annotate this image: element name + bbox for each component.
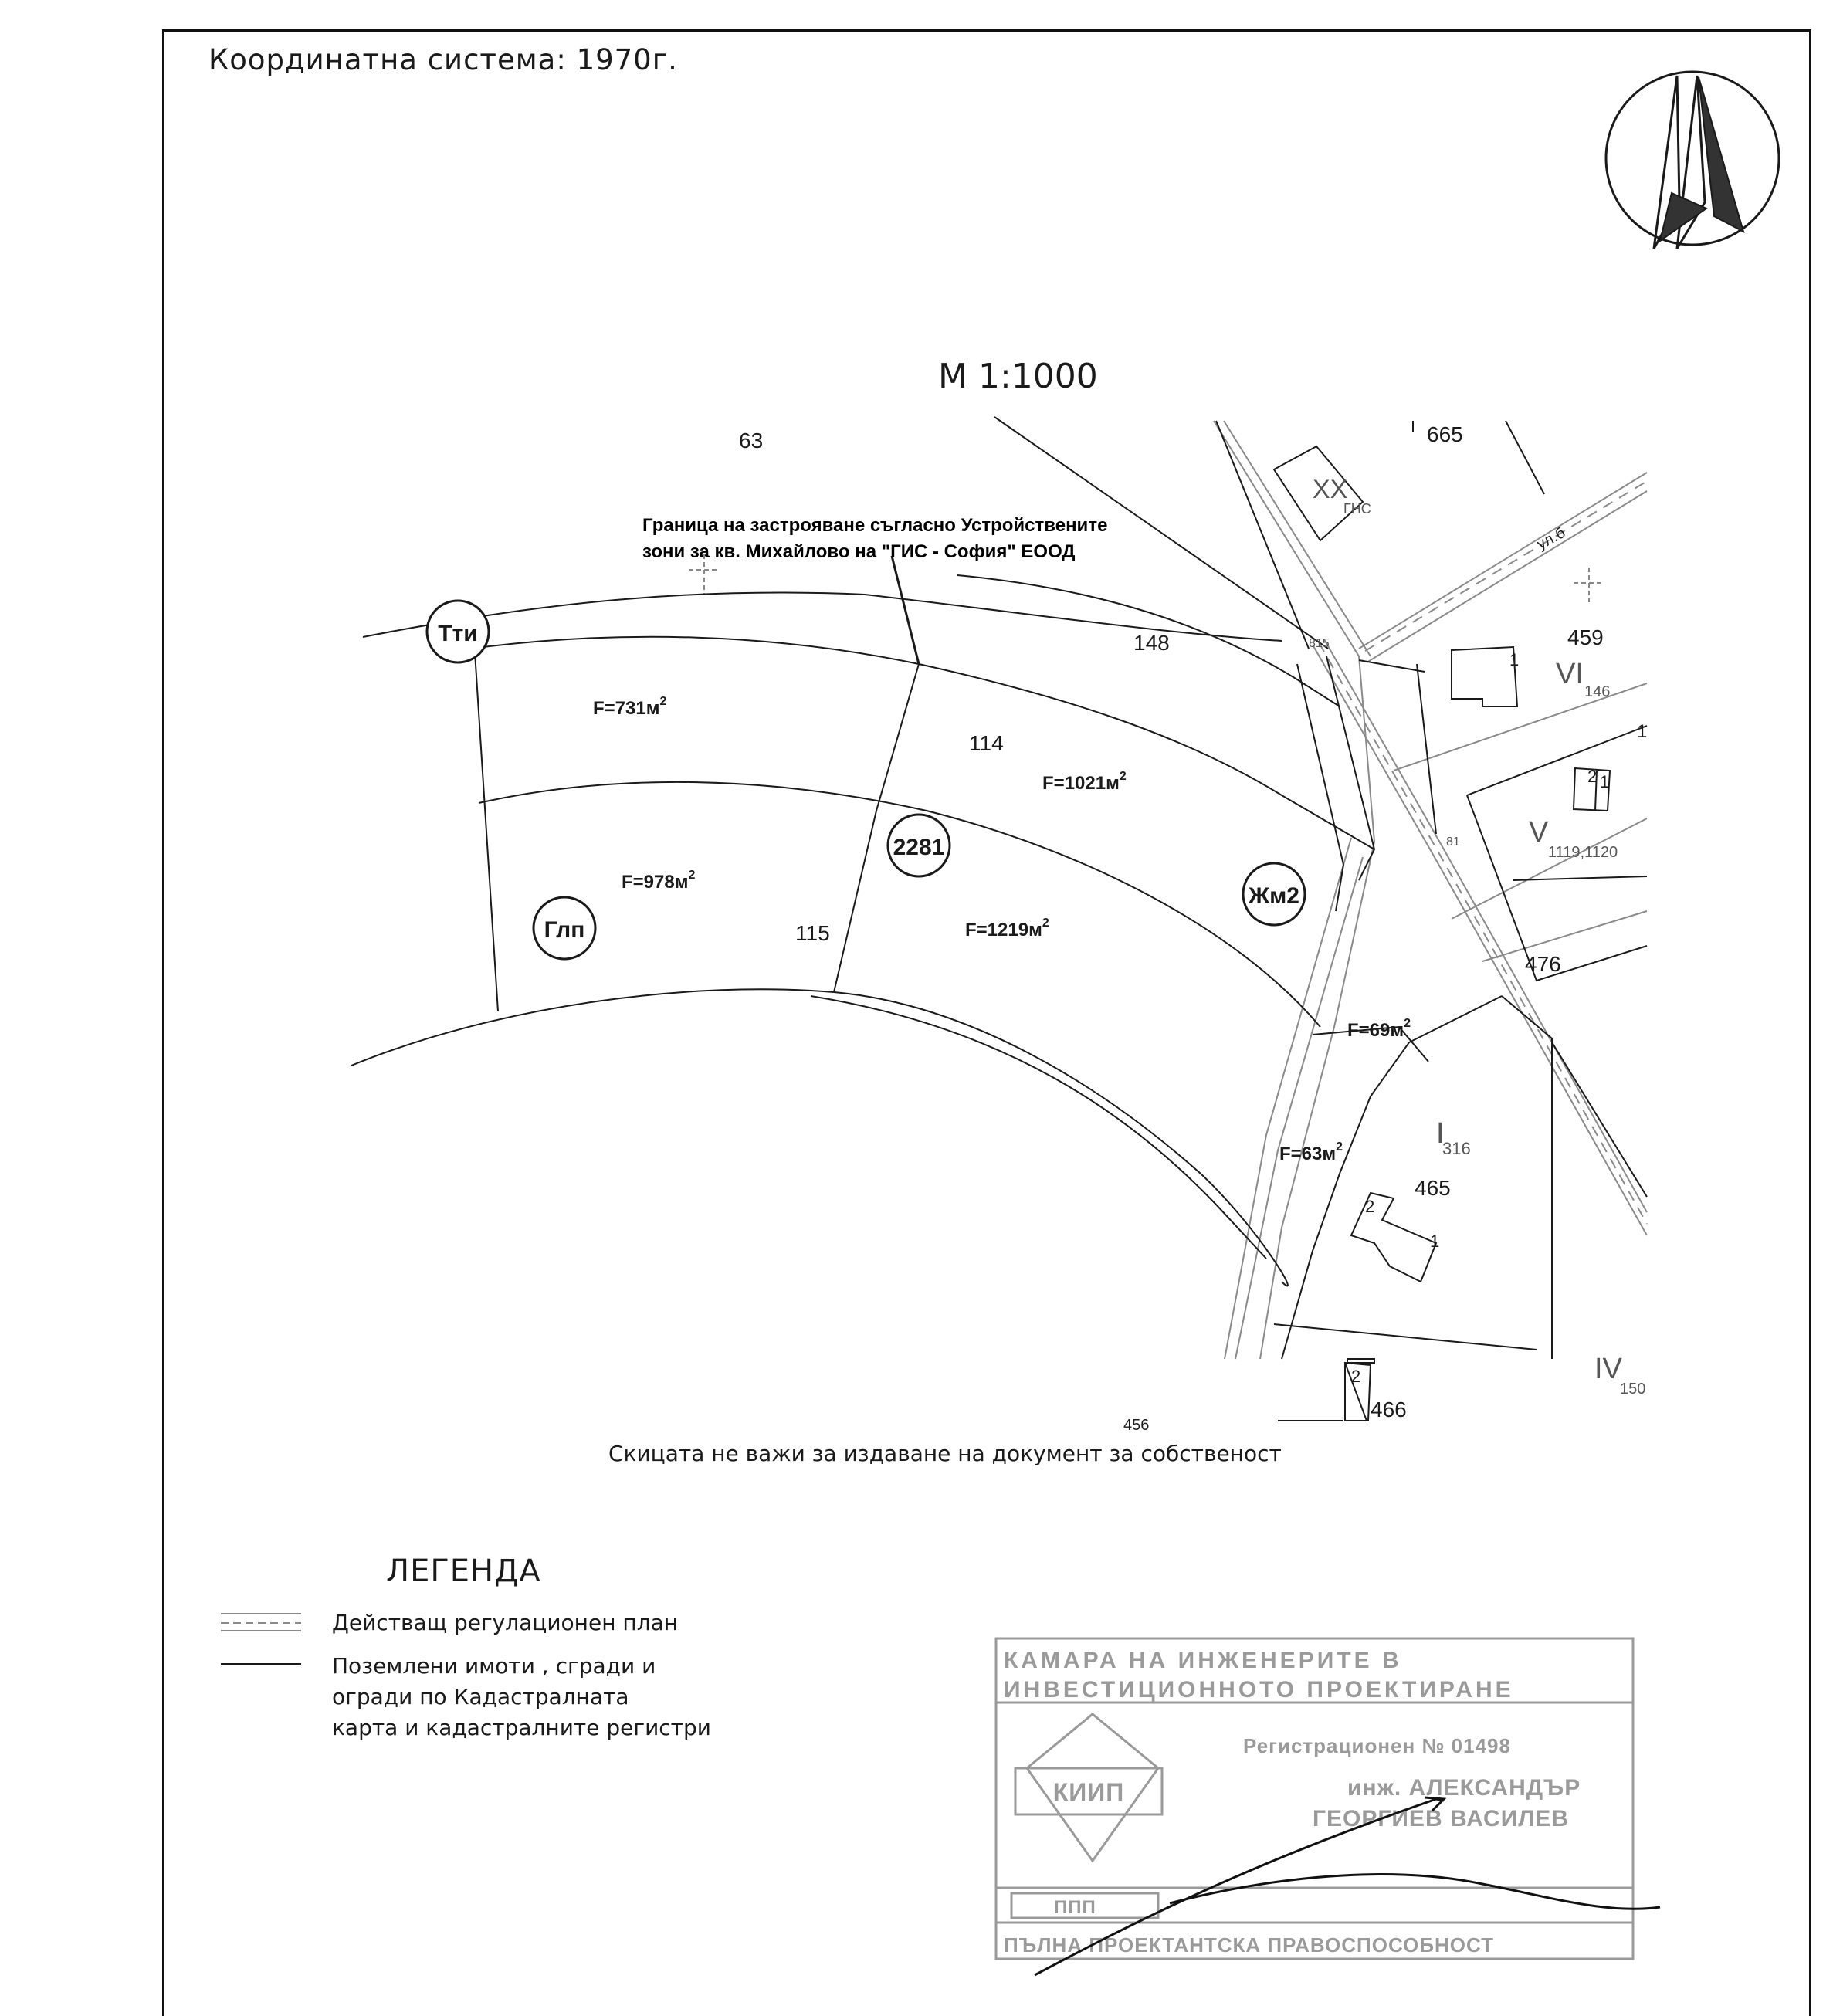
stamp-line1: КАМАРА НА ИНЖЕНЕРИТЕ В (1004, 1648, 1402, 1673)
parcel-label-665: 665 (1427, 422, 1463, 446)
legend-item-cadastral (332, 1651, 711, 1743)
street-label: ул.б (1534, 524, 1569, 554)
block-label-i-sub: 316 (1442, 1139, 1471, 1158)
north-arrow-icon (1606, 72, 1779, 249)
area-label-978: $F=978м^2$ (622, 869, 696, 893)
legend-item-regulation: Действащ регулационен план (332, 1610, 679, 1635)
parcel-label-465: 465 (1415, 1176, 1451, 1200)
map-scale: М 1:1000 (938, 357, 1098, 396)
legend-item-cadastral-line3: карта и кадастралните регистри (332, 1715, 711, 1740)
area-label-731: $F=731м^2$ (593, 695, 667, 719)
block-label-xx-sub: ГНС (1343, 501, 1371, 517)
stamp-line7: ПЪЛНА ПРОЕКТАНТСКА ПРАВОСПОСОБНОСТ (1004, 1933, 1495, 1957)
parcel-label-476: 476 (1525, 952, 1561, 976)
stamp-line5: ГЕОРГИЕВ ВАСИЛЕВ (1313, 1806, 1569, 1831)
area-label-69: $F=69м^2$ (1347, 1017, 1411, 1041)
stamp-line4: инж. АЛЕКСАНДЪР (1347, 1775, 1581, 1801)
parcel-label-63: 63 (739, 429, 764, 452)
stamp-logo: КИИП (1052, 1778, 1125, 1806)
stamp-line6: ППП (1054, 1897, 1096, 1918)
zone-label-2281: 2281 (893, 835, 945, 860)
block-label-vi-sub: 146 (1584, 683, 1611, 700)
parcel-label-115: 115 (795, 921, 830, 945)
stamp-line3: Регистрационен № 01498 (1243, 1734, 1511, 1757)
parcel-label-466: 466 (1371, 1398, 1407, 1421)
stamp-line2: ИНВЕСТИЦИОННОТО ПРОЕКТИРАНЕ (1004, 1677, 1514, 1703)
disclaimer-note: Скицата не важи за издаване на документ за собственост (608, 1441, 1282, 1466)
block-label-iv-sub: 150 (1620, 1381, 1646, 1398)
zone-label-zm2: Жм2 (1249, 883, 1299, 909)
legend-item-cadastral-line2: огради по Кадастралната (332, 1684, 629, 1709)
annotation-line2: зони за кв. Михайлово на "ГИС - София" ЕООД (642, 541, 1076, 562)
survey-point-label: 81 (1446, 835, 1460, 849)
block-label-xx: XX (1313, 475, 1348, 504)
block-label-v-sub: 1119,1120 (1548, 844, 1618, 861)
area-label-63: $F=63м^2$ (1279, 1140, 1343, 1164)
survey-point-label: 815 (1309, 637, 1330, 650)
legend-item-cadastral-line1: Поземлени имоти , сгради и (332, 1653, 656, 1679)
area-label-1021: $F=1021м^2$ (1042, 770, 1127, 794)
legend-title: ЛЕГЕНДА (386, 1554, 541, 1589)
legend-regulation-swatch (221, 1614, 301, 1631)
parcel-label-456: 456 (1123, 1417, 1150, 1434)
block-label-vi: VI (1556, 658, 1584, 690)
building-number: 2 (1587, 767, 1598, 786)
annotation-leader (892, 556, 919, 664)
building-number: 2 (1351, 1367, 1361, 1386)
block-label-iv: IV (1594, 1353, 1622, 1385)
zone-label-tti: Тти (438, 621, 478, 646)
zone-label-glp: Глп (544, 917, 585, 943)
coordinate-system-label: Координатна система: 1970г. (208, 43, 678, 76)
building-number: 1 (1430, 1232, 1440, 1251)
building-number: 1 (1509, 650, 1520, 669)
building-number: 2 (1365, 1197, 1375, 1216)
block-label-i: I (1436, 1117, 1445, 1150)
parcel-label-148: 148 (1133, 631, 1170, 655)
parcel-label-114: 114 (969, 731, 1004, 755)
area-label-1219: $F=1219м^2$ (965, 917, 1049, 940)
parcel-label-459: 459 (1567, 625, 1604, 649)
building-number: 1 (1600, 772, 1610, 791)
annotation-line1: Граница на застрояване съгласно Устройствените (642, 515, 1108, 536)
block-label-v: V (1529, 816, 1549, 849)
partial-label: 1 (1637, 721, 1648, 742)
